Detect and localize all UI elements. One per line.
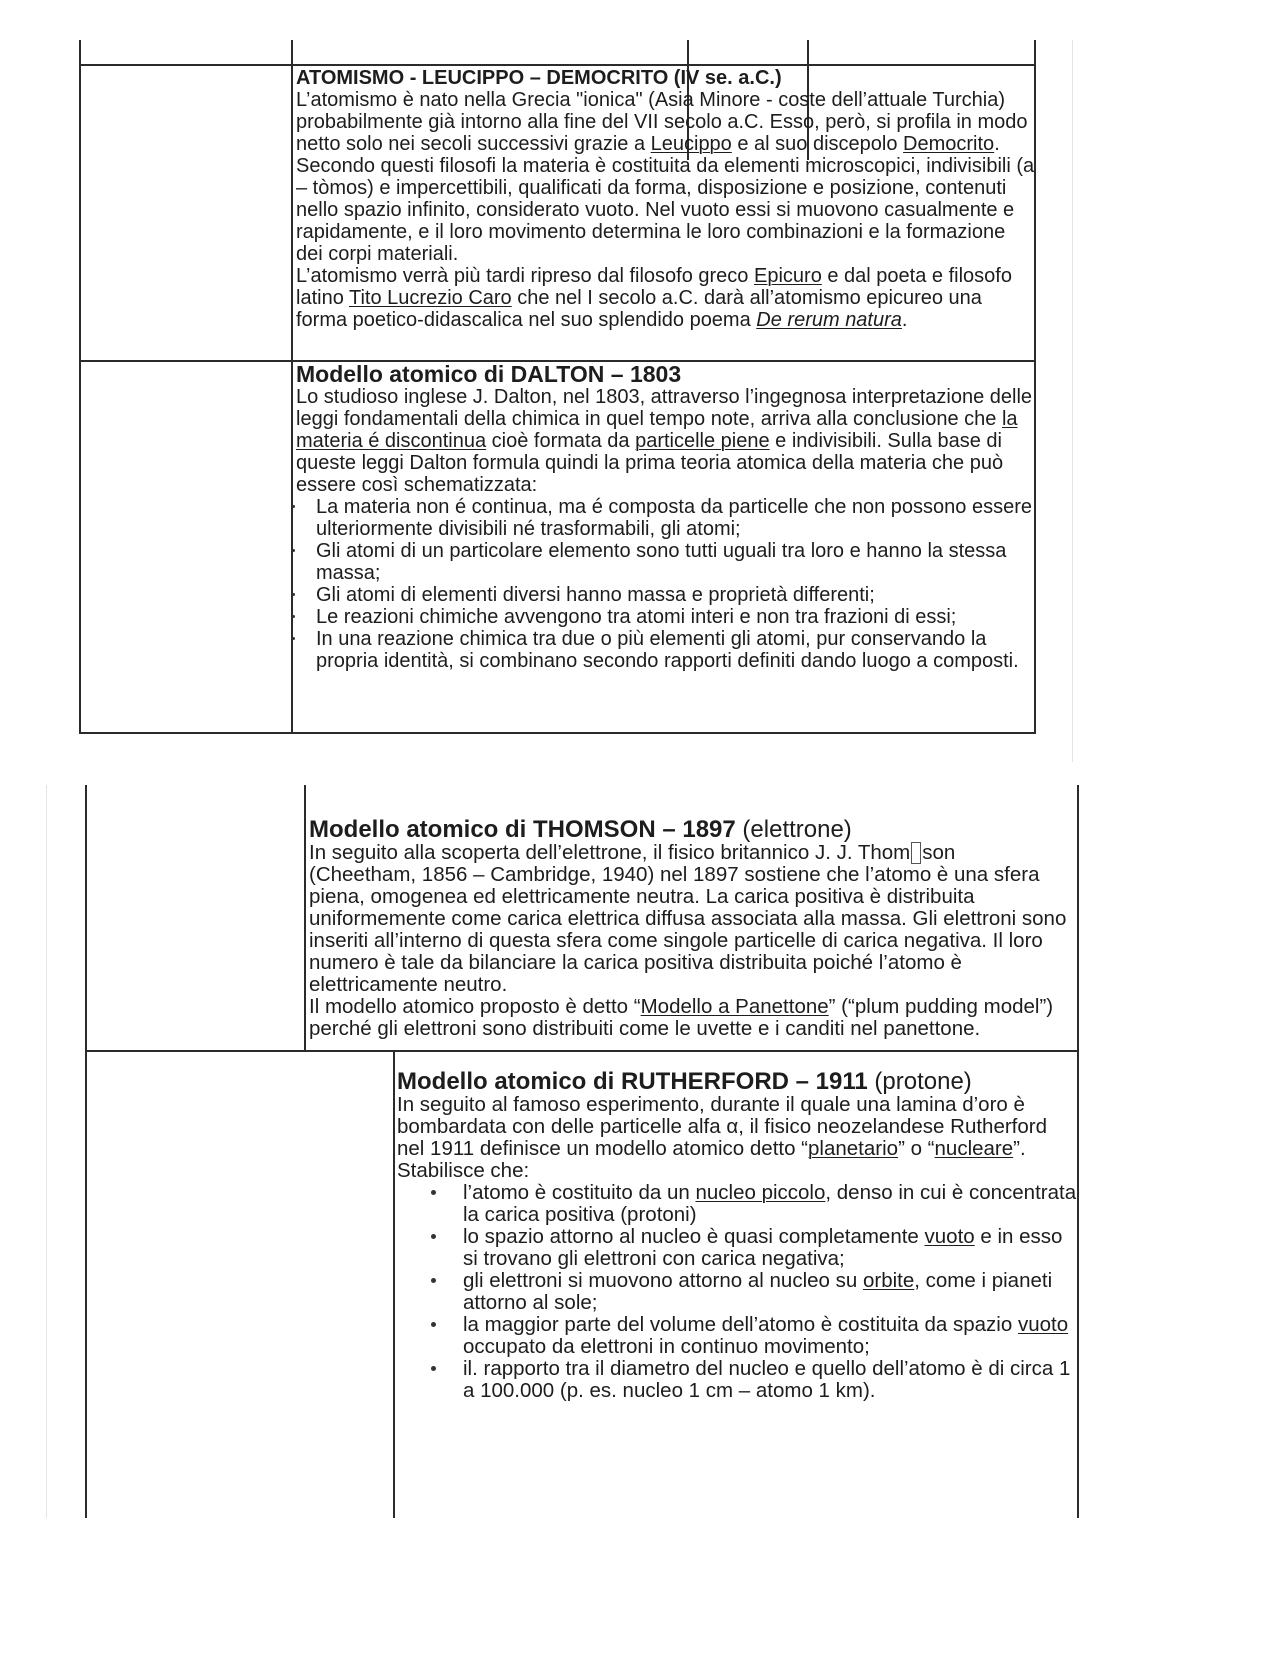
underlined-term-lucrezio: Tito Lucrezio Caro (349, 287, 512, 309)
paragraph-atomismo-legacy (296, 265, 1036, 331)
text-span: lo spazio attorno al nucleo è quasi completamente (463, 1225, 925, 1248)
table-border-bottom (79, 732, 1036, 734)
underlined-term-leucippo: Leucippo (650, 133, 732, 155)
list-item (296, 496, 1036, 540)
underlined-term-vuoto: vuoto (924, 1225, 975, 1248)
text-span: e indivisibili. Sulla base di queste leggi Dalton formula quindi la prima teoria atomica della materia che può essere così schematizzata: (296, 430, 1004, 496)
text-span: Lo studioso inglese J. Dalton, nel 1803, attraverso l’ingegnosa interpretazione delle leggi fondamentali della chimica in quel tempo note, arriva alla conclusione che (296, 386, 1033, 430)
list-item-text: La materia non é continua, ma é composta da particelle che non possono essere ulteriormente divisibili né trasformabili, gli atomi; (316, 496, 1032, 540)
text-span: e in esso si trovano gli elettroni con carica negativa; (463, 1225, 1063, 1270)
underlined-term-nucleare: nucleare (934, 1137, 1014, 1160)
text-span: . (901, 309, 908, 331)
text-span: son (922, 841, 956, 864)
cell-rutherford (397, 1070, 1077, 1402)
text-span: ”. Stabilisce che: (397, 1137, 1026, 1182)
section-title-rutherford (397, 1070, 1077, 1094)
underlined-term-planetario: planetario (808, 1137, 899, 1160)
bullet-icon (292, 505, 295, 508)
underlined-term-vuoto: vuoto (1017, 1313, 1069, 1336)
table-border-right (1077, 785, 1079, 1518)
cell-dalton (296, 362, 1036, 672)
dalton-postulates-list (296, 496, 1036, 672)
list-item-text: In una reazione chimica tra due o più elementi gli atomi, pur conservando la propria identità, si combinano secondo rapporti definiti dando luogo a composti. (316, 628, 1019, 672)
list-item (397, 1226, 1077, 1270)
cell-atomismo (296, 67, 1036, 331)
section-title-thomson-suffix: (elettrone) (735, 816, 852, 843)
underlined-term-orbite: orbite (862, 1269, 915, 1292)
paragraph-atomismo-origin (296, 89, 1036, 155)
bullet-icon (292, 549, 295, 552)
page-edge-upper (1072, 40, 1073, 762)
table-border-left (79, 40, 81, 734)
underlined-term-democrito: Democrito (903, 133, 995, 155)
underlined-term-materia-discontinua: la materia é discontinua (296, 408, 1018, 452)
text-span: In seguito alla scoperta dell’elettrone, il fisico britannico J. J. Thom (309, 841, 911, 864)
text-span: In seguito al famoso esperimento, durante il quale una lamina d’oro è bombardata con delle particelle alfa α, il fisico neozelandese Rutherford nel 1911 definisce un modello atomico detto “ (397, 1093, 1048, 1160)
paragraph-rutherford-intro (397, 1094, 1077, 1182)
bullet-icon (431, 1322, 436, 1327)
paragraph-thomson-description (309, 842, 1075, 996)
text-span: L’atomismo è nato nella Grecia "ionica" (Asia Minore - coste dell’attuale Turchia) probabilmente già intorno alla fine del VII secolo a.C. Esso, però, si profila in modo netto solo nei secoli successivi grazie a (296, 89, 1028, 155)
text-span: il. rapporto tra il diametro del nucleo e quello dell’atomo è di circa 1 a 100.000 (p. es. nucleo 1 cm – atomo 1 km). (463, 1357, 1071, 1402)
list-item (397, 1358, 1077, 1402)
underlined-term-particelle-piene: particelle piene (635, 430, 770, 452)
list-item-text: Gli atomi di elementi diversi hanno massa e proprietà differenti; (316, 584, 875, 606)
table-border-left (85, 785, 87, 1518)
text-span: Il modello atomico proposto è detto “ (309, 995, 641, 1018)
text-span: la maggior parte del volume dell’atomo è costituita da spazio (463, 1313, 1018, 1336)
cell-thomson (309, 818, 1075, 1040)
underlined-term-modello-panettone: Modello a Panettone (640, 995, 829, 1018)
section-title-rutherford-suffix: (protone) (867, 1068, 972, 1095)
section-title-rutherford-main: Modello atomico di RUTHERFORD – 1911 (397, 1068, 868, 1095)
section-title-dalton: Modello atomico di DALTON – 1803 (296, 361, 682, 387)
paragraph-atomismo-theory: Secondo questi filosofi la materia è costituita da elementi microscopici, indivisibili (a – tòmos) e impercettibili, qualificati da forma, disposizione e posizione, contenuti nello spazio infinito, considerato vuoto. Nel vuoto essi si muovono casualmente e rapidamente, e il loro movimento determina le loro combinazioni e la formazione dei corpi materiali. (296, 155, 1035, 265)
list-item (296, 584, 1036, 606)
underlined-term-de-rerum-natura: De rerum natura (756, 309, 902, 331)
bullet-icon (431, 1366, 436, 1371)
text-span: (Cheetham, 1856 – Cambridge, 1940) nel 1897 sostiene che l’atomo è una sfera piena, omogenea ed elettricamente neutra. La carica positiva è distribuita uniformemente come carica elettrica diffusa associata alla massa. Gli elettroni sono inseriti all’interno di questa sfera come singole particelle di carica negativa. Il loro numero è tale da bilanciare la carica positiva distribuita poiché l’atomo è elettricamente neutro. (309, 863, 1067, 996)
text-span: occupato da elettroni in continuo movimento; (463, 1335, 870, 1358)
table-row-divider (79, 64, 1036, 66)
list-item (397, 1314, 1077, 1358)
paragraph-thomson-model (309, 996, 1075, 1040)
table-column-divider (304, 785, 306, 1051)
list-item (397, 1270, 1077, 1314)
bullet-icon (292, 637, 295, 640)
bullet-icon (431, 1278, 436, 1283)
table-row-divider (85, 1050, 1079, 1052)
list-item (397, 1182, 1077, 1226)
text-span: e dal poeta e filosofo latino (296, 265, 1012, 309)
text-span: ” o “ (898, 1137, 935, 1160)
list-item-text: Gli atomi di un particolare elemento sono tutti uguali tra loro e hanno la stessa massa; (316, 540, 1007, 584)
list-item (296, 628, 1036, 672)
text-span: L’atomismo verrà più tardi ripreso dal filosofo greco (296, 265, 754, 287)
page-edge-lower (46, 785, 47, 1518)
text-span: che nel I secolo a.C. darà all’atomismo epicureo una forma poetico-didascalica nel suo splendido poema (296, 287, 982, 331)
table-column-divider (291, 40, 293, 734)
text-span: , come i pianeti attorno al sole; (463, 1269, 1053, 1314)
list-item-text: Le reazioni chimiche avvengono tra atomi interi e non tra frazioni di essi; (316, 606, 957, 628)
text-span: l’atomo è costituito da un (463, 1181, 696, 1204)
section-title-thomson-main: Modello atomico di THOMSON – 1897 (309, 816, 736, 843)
section-title-thomson (309, 818, 1075, 842)
text-span: . (994, 133, 1000, 155)
text-span: , denso in cui è concentrata la carica positiva (protoni) (463, 1181, 1077, 1226)
underlined-term-nucleo-piccolo: nucleo piccolo (695, 1181, 826, 1204)
section-title-atomismo: ATOMISMO - LEUCIPPO – DEMOCRITO (IV se. a.C.) (296, 67, 782, 89)
bullet-icon (292, 593, 295, 596)
bullet-icon (431, 1190, 436, 1195)
bullet-icon (292, 615, 295, 618)
paragraph-dalton-intro (296, 386, 1036, 496)
text-span: e al suo discepolo (731, 133, 904, 155)
rutherford-findings-list (397, 1182, 1077, 1402)
bullet-icon (431, 1234, 436, 1239)
text-span: ” (“plum pudding model”) perché gli elettroni sono distribuiti come le uvette e i canditi nel panettone. (309, 995, 1054, 1040)
text-span: cioè formata da (486, 430, 636, 452)
list-item (296, 606, 1036, 628)
list-item (296, 540, 1036, 584)
table-column-divider (393, 1051, 395, 1518)
text-span: gli elettroni si muovono attorno al nucleo su (463, 1269, 863, 1292)
unknown-glyph-box (911, 842, 921, 864)
underlined-term-epicuro: Epicuro (754, 265, 822, 287)
